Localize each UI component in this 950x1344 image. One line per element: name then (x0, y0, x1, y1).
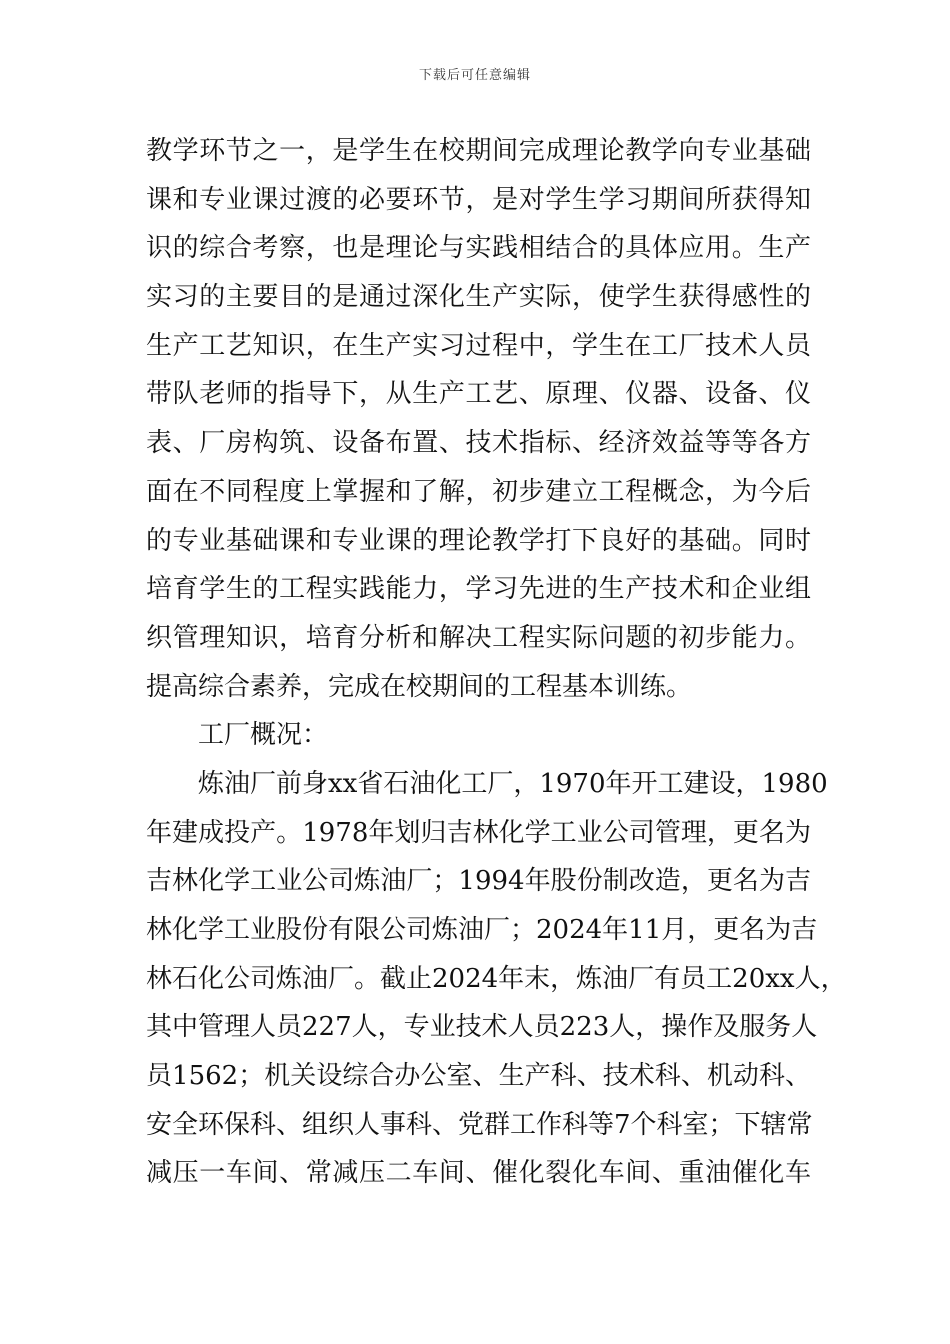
text-line: 培育学生的工程实践能力，学习先进的生产技术和企业组 (146, 574, 811, 605)
paragraph-intro (146, 127, 811, 711)
text-line: 面在不同程度上掌握和了解，初步建立工程概念，为今后 (146, 476, 811, 507)
document-body (146, 127, 847, 1198)
text-line: 减压一车间、常减压二车间、催化裂化车间、重油催化车 (146, 1158, 811, 1189)
text-line: 生产工艺知识，在生产实习过程中，学生在工厂技术人员 (146, 330, 811, 361)
text-line: 林石化公司炼油厂。截止2024年末，炼油厂有员工20xx人， (146, 963, 847, 994)
text-line: 安全环保科、组织人事科、党群工作科等7个科室；下辖常 (146, 1109, 813, 1140)
text-line: 的专业基础课和专业课的理论教学打下良好的基础。同时 (146, 525, 811, 556)
text-line: 实习的主要目的是通过深化生产实际，使学生获得感性的 (146, 282, 811, 313)
text-line: 其中管理人员227人，专业技术人员223人，操作及服务人 (146, 1012, 818, 1043)
text-line: 织管理知识，培育分析和解决工程实际问题的初步能力。 (146, 622, 811, 653)
text-line: 年建成投产。1978年划归吉林化学工业公司管理，更名为 (146, 817, 811, 848)
text-line: 识的综合考察，也是理论与实践相结合的具体应用。生产 (146, 233, 811, 264)
text-line: 课和专业课过渡的必要环节，是对学生学习期间所获得知 (146, 184, 811, 215)
section-heading (146, 711, 811, 760)
text-line: 教学环节之一，是学生在校期间完成理论教学向专业基础 (146, 136, 811, 166)
text-line: 林化学工业股份有限公司炼油厂；2024年11月，更名为吉 (146, 915, 818, 945)
text-line: 表、厂房构筑、设备布置、技术指标、经济效益等等各方 (146, 428, 811, 459)
paragraph-factory-overview (146, 760, 847, 1198)
text-line: 提高综合素养，完成在校期间的工程基本训练。 (146, 671, 693, 702)
text-line: 员1562；机关设综合办公室、生产科、技术科、机动科、 (146, 1061, 811, 1092)
page-header: 下载后可任意编辑 (418, 68, 531, 83)
text-line: 炼油厂前身xx省石油化工厂，1970年开工建设，1980 (198, 768, 828, 799)
text-line: 吉林化学工业公司炼油厂；1994年股份制改造，更名为吉 (146, 866, 811, 897)
text-line: 带队老师的指导下，从生产工艺、原理、仪器、设备、仪 (146, 379, 811, 410)
section-heading-text: 工厂概况： (198, 720, 329, 751)
